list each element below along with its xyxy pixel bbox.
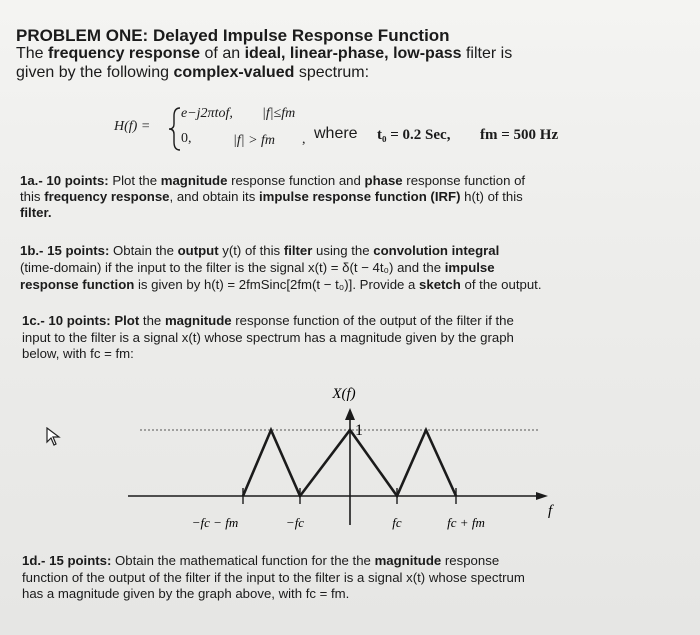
- q1a-line-2: this frequency response, and obtain its impulse response function (IRF) h(t) of this: [20, 189, 523, 204]
- graph-peak-label: 1: [355, 422, 363, 439]
- intro-line-2: given by the following complex-valued spectrum:: [16, 64, 370, 81]
- q1a-line-3: filter.: [20, 205, 52, 220]
- graph-xaxis-label: f: [548, 503, 553, 519]
- intro-line-1: The frequency response of an ideal, linear-phase, low-pass filter is: [16, 45, 513, 62]
- equation-lhs: H(f) =: [114, 119, 151, 134]
- tick-label-fc-fm: fc + fm: [447, 515, 485, 530]
- equation-case1-value: e−j2πtof,: [181, 106, 233, 121]
- equation-fm: fm = 500 Hz: [480, 127, 559, 143]
- q1b-line-2: (time-domain) if the input to the filter is the signal x(t) = δ(t − 4t₀) and the impulse: [20, 260, 495, 275]
- graph-ylabel: X(f): [332, 386, 356, 402]
- tick-label-neg-fc-fm: −fc − fm: [191, 515, 239, 530]
- equation-case1-condition: |f|≤fm: [262, 106, 296, 121]
- equation-case2-condition: |f| > fm: [233, 133, 276, 148]
- y-axis-arrow: [345, 408, 355, 420]
- equation-comma: ,: [302, 132, 306, 147]
- q1d-line-3: has a magnitude given by the graph above, with fc = fm.: [22, 586, 350, 601]
- problem-title: PROBLEM ONE: Delayed Impulse Response Function: [16, 26, 450, 45]
- q1c-line-2: input to the filter is a signal x(t) whose spectrum has a magnitude given by the graph: [22, 330, 514, 345]
- q1b-line-1: 1b.- 15 points: Obtain the output y(t) of this filter using the convolution integral: [20, 243, 500, 258]
- tick-label-neg-fc: −fc: [285, 515, 305, 530]
- mouse-cursor-icon: [46, 427, 64, 447]
- x-axis-arrow: [536, 492, 548, 500]
- q1a-line-1: 1a.- 10 points: Plot the magnitude response function and phase response function of: [20, 173, 526, 188]
- q1d-line-2: function of the output of the filter if the input to the filter is a signal x(t) whose spectrum: [22, 570, 525, 585]
- q1c-line-1: 1c.- 10 points: Plot the magnitude response function of the output of the filter if the: [22, 313, 514, 328]
- equation-t0: t₀ = 0.2 Sec,: [377, 127, 451, 143]
- equation-where: where: [314, 125, 358, 142]
- q1d-line-1: 1d.- 15 points: Obtain the mathematical function for the the magnitude response: [22, 553, 500, 568]
- tick-label-fc: fc: [392, 515, 402, 530]
- q1b-line-3: response function is given by h(t) = 2fmSinc[2fm(t − t₀)]. Provide a sketch of the output.: [20, 277, 542, 292]
- equation-case2-value: 0,: [181, 131, 192, 146]
- q1c-line-3: below, with fc = fm:: [22, 346, 134, 361]
